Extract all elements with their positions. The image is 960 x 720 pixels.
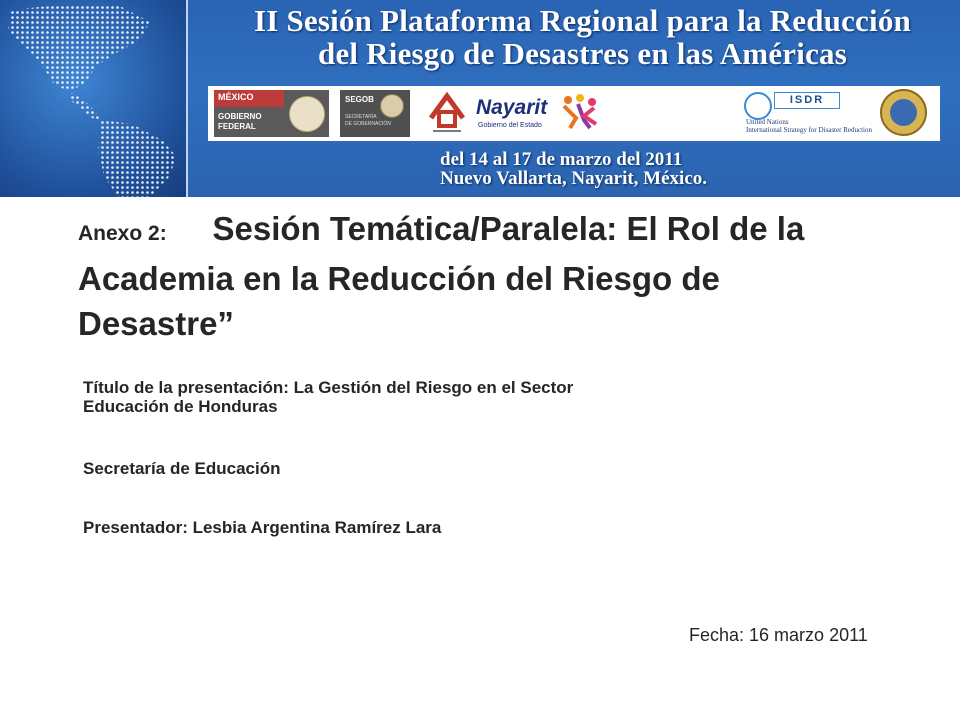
gobierno-federal-logo	[214, 90, 329, 137]
segob-logo-sub-line-2: DE GOBERNACIÓN	[345, 121, 391, 127]
nayarit-logo-text: Nayarit	[476, 96, 548, 119]
segob-logo-text: SEGOB	[345, 95, 374, 104]
proteccion-civil-icon	[425, 90, 469, 137]
sponsor-logo-strip	[208, 86, 940, 141]
dotted-map-graphic	[0, 0, 188, 197]
isdr-logo-subtext	[746, 118, 886, 134]
mexico-seal-icon	[289, 96, 325, 132]
organization-name: Secretaría de Educación	[83, 459, 281, 478]
mexico-logo-bottom-line-2: FEDERAL	[218, 122, 256, 131]
event-date: del 14 al 17 de marzo del 2011	[440, 149, 683, 170]
mexico-logo-bottom-line-1: GOBIERNO	[218, 112, 262, 121]
presenter-name: Presentador: Lesbia Argentina Ramírez Lara	[83, 518, 442, 537]
event-title-line-2: del Riesgo de Desastres en las Américas	[318, 36, 847, 71]
presentation-title-line-1: Título de la presentación: La Gestión del Riesgo en el Sector	[83, 378, 574, 397]
segob-logo-subtext	[345, 114, 391, 128]
isdr-logo-sub-line-1: United Nations	[746, 118, 789, 126]
event-title-line-1: II Sesión Plataforma Regional para la Reducción	[254, 3, 911, 38]
nayarit-logo	[476, 90, 594, 137]
mexico-logo-bottom-text	[218, 112, 262, 132]
mexico-logo-top-text: MÉXICO	[218, 92, 254, 102]
header-banner	[0, 0, 960, 197]
un-isdr-logo	[744, 90, 876, 137]
oas-seal-icon	[880, 89, 927, 136]
isdr-logo-text: ISDR	[774, 92, 840, 109]
nayarit-logo-subtext: Gobierno del Estado	[478, 122, 542, 129]
slide-heading	[78, 206, 868, 346]
segob-logo-sub-line-1: SECRETARÍA	[345, 114, 377, 120]
event-date-location	[440, 150, 960, 188]
un-emblem-icon	[744, 92, 772, 120]
oas-seal-inner	[890, 99, 917, 126]
nayarit-figures-icon	[560, 92, 600, 132]
presentation-title-line-2: Educación de Honduras	[83, 397, 278, 416]
segob-seal-icon	[380, 94, 404, 118]
event-title	[210, 4, 955, 70]
proteccion-civil-logo	[425, 90, 469, 137]
isdr-logo-sub-line-2: International Strategy for Disaster Reduction	[746, 126, 872, 134]
annex-label: Anexo 2:	[78, 222, 167, 245]
event-location: Nuevo Vallarta, Nayarit, México.	[440, 168, 708, 189]
session-title: Sesión Temática/Paralela: El Rol de la Academia en la Reducción del Riesgo de Desastre”	[78, 210, 805, 342]
presentation-title	[83, 378, 723, 416]
banner-divider	[186, 0, 188, 197]
americas-map-image	[0, 0, 188, 197]
presentation-date: Fecha: 16 marzo 2011	[689, 625, 868, 645]
